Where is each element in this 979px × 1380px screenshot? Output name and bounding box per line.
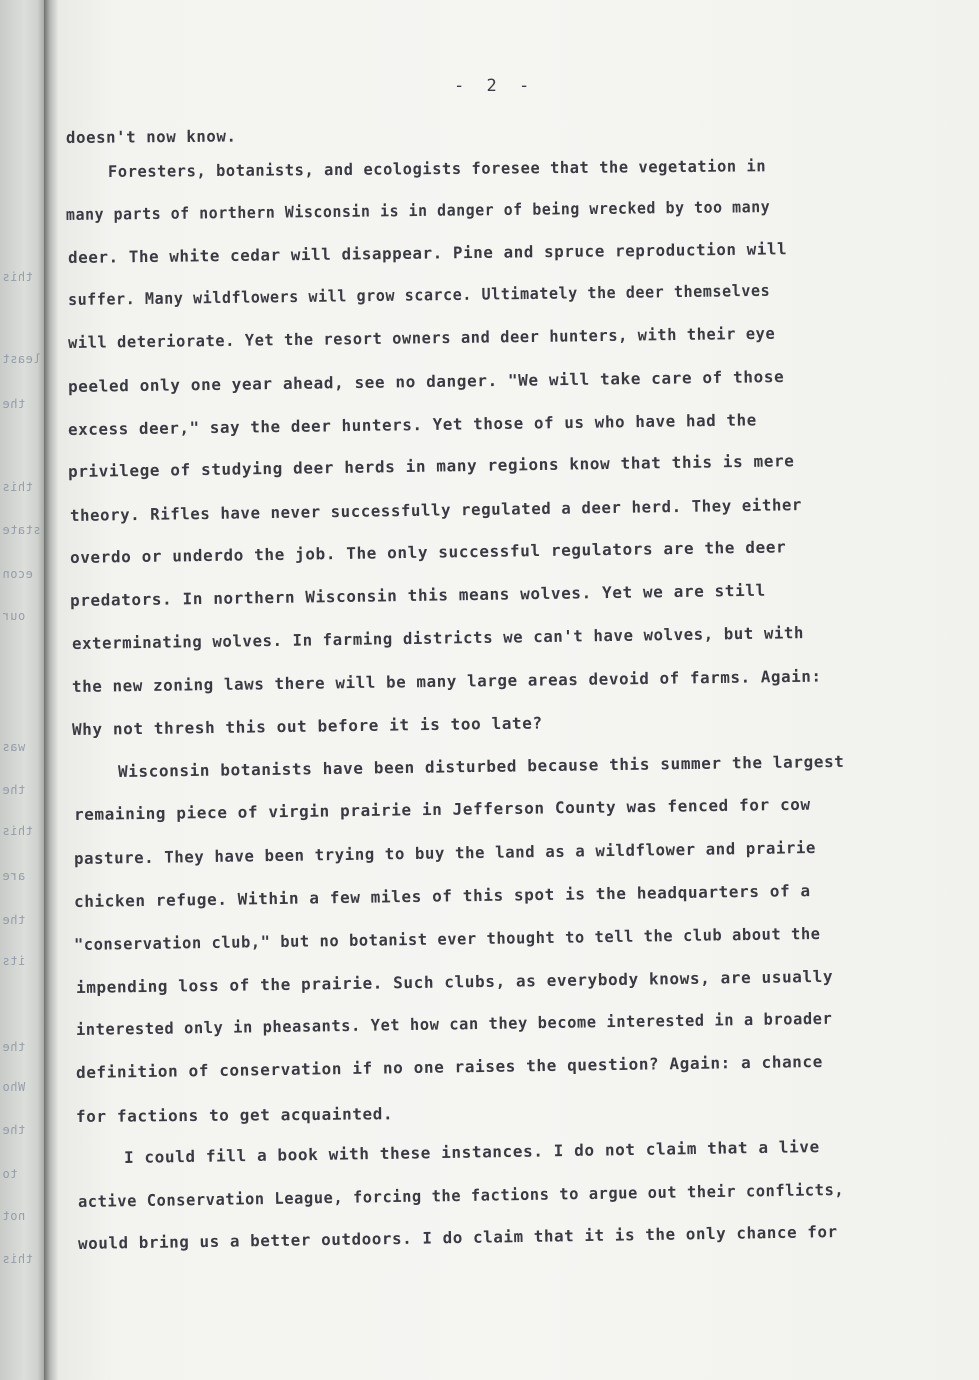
bleed-text: state	[2, 523, 41, 537]
text-line: active Conservation League, forcing the factions to argue out their conflicts,	[77, 1179, 845, 1211]
text-line: exterminating wolves. In farming districts we can't have wolves, but with	[71, 623, 805, 653]
bleed-text: econ	[2, 567, 33, 581]
bleed-text: not	[2, 1209, 26, 1223]
text-line: impending loss of the prairie. Such clubs, as everybody knows, are usually	[75, 966, 834, 997]
bleed-text: this	[2, 480, 33, 494]
text-line: privilege of studying deer herds in many regions know that this is mere	[67, 451, 795, 481]
bleed-text: the	[2, 1040, 26, 1054]
book-gutter	[44, 0, 58, 1380]
text-line: interested only in pheasants. Yet how can they become interested in a broader	[75, 1008, 833, 1039]
text-line: for factions to get acquainted.	[75, 1104, 394, 1126]
text-line: suffer. Many wildflowers will grow scarce. Ultimately the deer themselves	[67, 280, 771, 309]
text-line: overdo or underdo the job. The only successful regulators are the deer	[69, 537, 787, 567]
text-line: chicken refuge. Within a few miles of this spot is the headquarters of a	[73, 881, 811, 911]
bleed-text: the	[2, 397, 26, 411]
text-line: peeled only one year ahead, see no danger. "We will take care of those	[67, 366, 785, 396]
text-line: definition of conservation if no one raises the question? Again: a chance	[75, 1051, 824, 1082]
text-line: will deteriorate. Yet the resort owners and deer hunters, with their eye	[67, 323, 776, 352]
page-number: - 2 -	[454, 76, 536, 96]
bleed-text: to	[2, 1167, 18, 1181]
bleed-text: the	[2, 783, 26, 797]
bleed-text: this	[2, 824, 33, 838]
text-line: predators. In northern Wisconsin this means wolves. Yet we are still	[69, 580, 766, 610]
text-line: Foresters, botanists, and ecologists foresee that the vegetation in	[107, 156, 767, 181]
text-line: I could fill a book with these instances. I do not claim that a live	[123, 1137, 820, 1167]
text-line: would bring us a better outdoors. I do claim that it is the only chance for	[77, 1222, 838, 1253]
bleed-text: the	[2, 913, 26, 927]
bleed-text: Who	[2, 1080, 26, 1094]
bleed-text: its	[2, 954, 26, 968]
facing-page-edge	[0, 0, 44, 1380]
text-line: the new zoning laws there will be many large areas devoid of farms. Again:	[71, 666, 822, 696]
typed-page	[58, 0, 979, 1380]
bleed-text: this	[2, 270, 33, 284]
bleed-text: this	[2, 1252, 33, 1266]
bleed-text: our	[2, 609, 26, 623]
text-line: excess deer," say the deer hunters. Yet those of us who have had the	[67, 410, 757, 439]
text-line: theory. Rifles have never successfully regulated a deer herd. They either	[69, 495, 803, 525]
text-line: pasture. They have been trying to buy the land as a wildflower and prairie	[73, 837, 817, 868]
text-line: Why not thresh this out before it is too late?	[71, 713, 543, 739]
text-line: deer. The white cedar will disappear. Pine and spruce reproduction will	[67, 239, 788, 267]
bleed-text: the	[2, 1123, 26, 1137]
bleed-text: are	[2, 869, 26, 883]
bleed-text: was	[2, 740, 26, 754]
bleed-text: least	[2, 352, 41, 366]
text-line: "conservation club," but no botanist ever thought to tell the club about the	[73, 923, 821, 954]
text-line: Wisconsin botanists have been disturbed because this summer the largest	[117, 751, 845, 781]
text-line: remaining piece of virgin prairie in Jefferson County was fenced for cow	[73, 794, 811, 824]
text-line: doesn't now know.	[65, 126, 237, 147]
text-line: many parts of northern Wisconsin is in danger of being wrecked by too many	[65, 197, 771, 224]
